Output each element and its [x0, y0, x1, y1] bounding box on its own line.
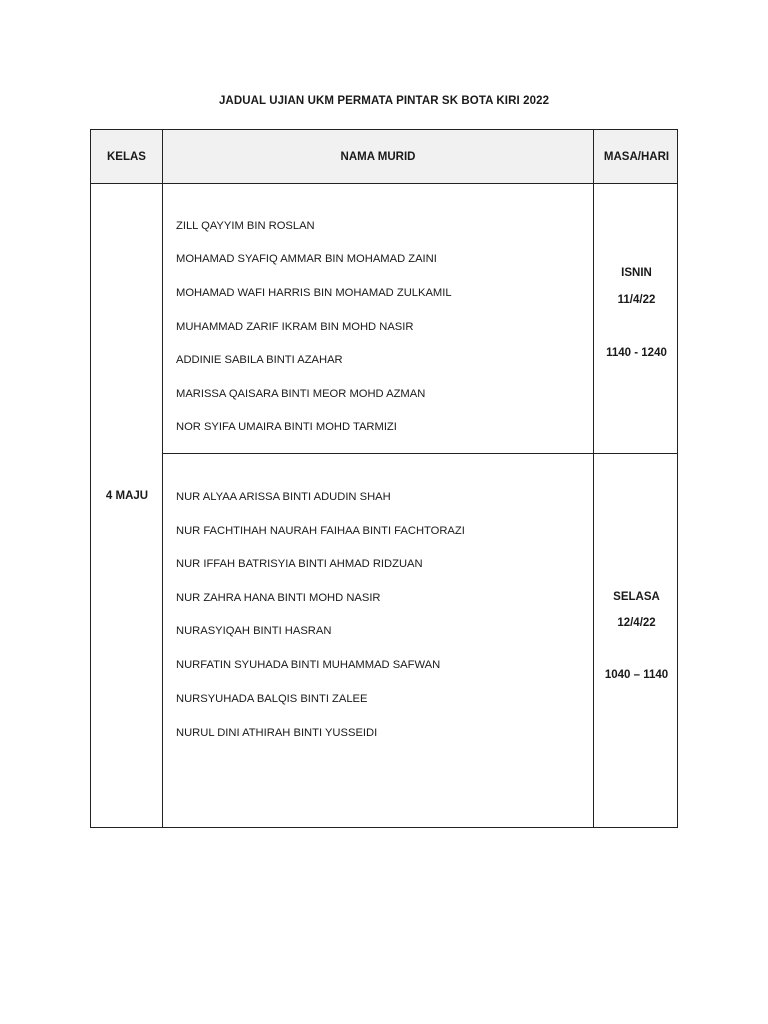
- list-item: NUR FACHTIHAH NAURAH FAIHAA BINTI FACHTORAZI: [176, 525, 465, 537]
- header-nama-murid: NAMA MURID: [340, 150, 416, 163]
- exam-time: 1040 – 1140: [604, 669, 669, 681]
- list-item: NURUL DINI ATHIRAH BINTI YUSSEIDI: [176, 727, 378, 739]
- column-divider: [162, 130, 163, 827]
- list-item: MOHAMAD SYAFIQ AMMAR BIN MOHAMAD ZAINI: [176, 253, 437, 265]
- list-item: MUHAMMAD ZARIF IKRAM BIN MOHD NASIR: [176, 321, 414, 333]
- page-title: JADUAL UJIAN UKM PERMATA PINTAR SK BOTA KIRI 2022: [218, 95, 550, 107]
- list-item: NOR SYIFA UMAIRA BINTI MOHD TARMIZI: [176, 421, 397, 433]
- exam-date: 12/4/22: [617, 617, 656, 629]
- list-item: ADDINIE SABILA BINTI AZAHAR: [176, 354, 343, 366]
- list-item: NURFATIN SYUHADA BINTI MUHAMMAD SAFWAN: [176, 659, 441, 671]
- exam-day: SELASA: [613, 591, 660, 603]
- exam-day: ISNIN: [621, 267, 652, 279]
- list-item: MARISSA QAISARA BINTI MEOR MOHD AZMAN: [176, 388, 426, 400]
- list-item: ZILL QAYYIM BIN ROSLAN: [176, 220, 315, 232]
- list-item: NUR ZAHRA HANA BINTI MOHD NASIR: [176, 592, 381, 604]
- column-divider: [593, 130, 594, 827]
- list-item: NURASYIQAH BINTI HASRAN: [176, 625, 332, 637]
- header-masa-hari: MASA/HARI: [603, 150, 670, 163]
- group-divider: [162, 453, 677, 454]
- class-name: 4 MAJU: [105, 490, 149, 502]
- list-item: MOHAMAD WAFI HARRIS BIN MOHAMAD ZULKAMIL: [176, 287, 452, 299]
- exam-date: 11/4/22: [617, 294, 656, 306]
- list-item: NURSYUHADA BALQIS BINTI ZALEE: [176, 693, 368, 705]
- list-item: NUR ALYAA ARISSA BINTI ADUDIN SHAH: [176, 491, 391, 503]
- header-kelas: KELAS: [107, 150, 146, 163]
- schedule-table: [90, 129, 678, 828]
- list-item: NUR IFFAH BATRISYIA BINTI AHMAD RIDZUAN: [176, 558, 423, 570]
- exam-time: 1140 - 1240: [606, 347, 667, 359]
- header-divider: [91, 183, 677, 184]
